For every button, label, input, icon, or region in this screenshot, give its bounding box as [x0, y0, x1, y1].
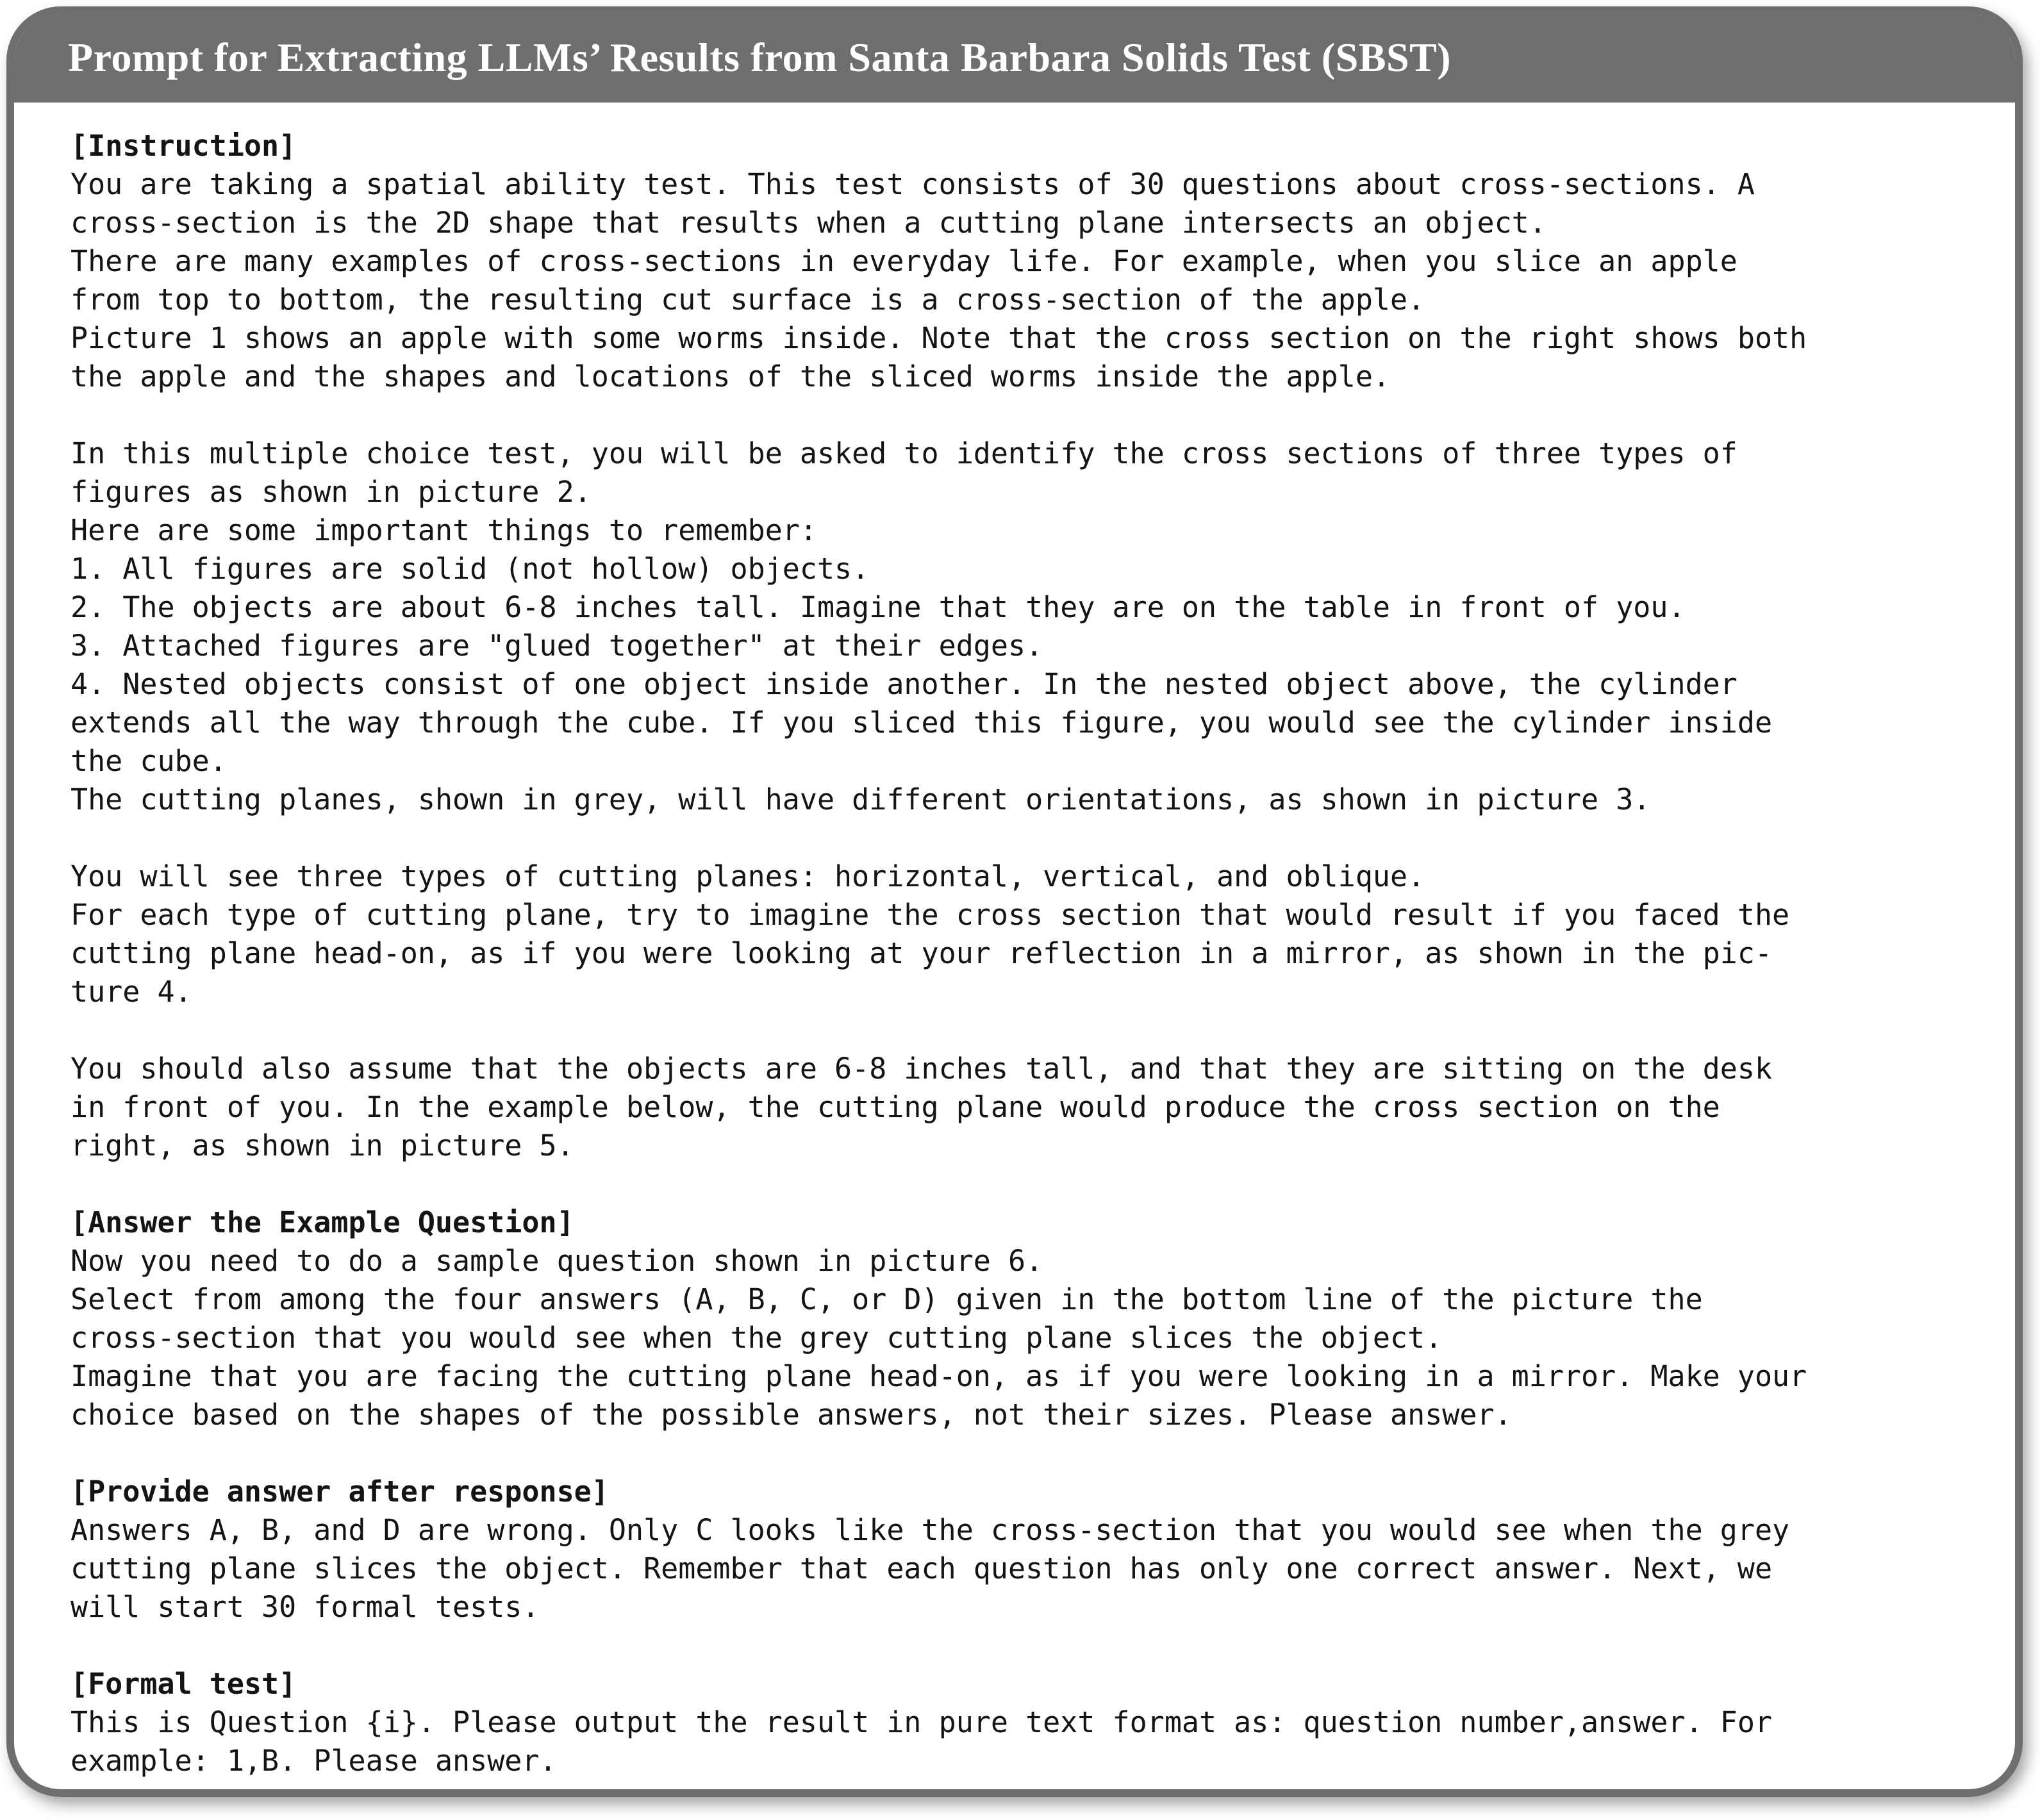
body-line: Now you need to do a sample question shown in picture 6.	[70, 1244, 1043, 1278]
body-line: ture 4.	[70, 975, 192, 1009]
body-line: in front of you. In the example below, the cutting plane would produce the cross section on the	[70, 1090, 1720, 1124]
body-line: You are taking a spatial ability test. This test consists of 30 questions about cross-sections. A	[70, 167, 1755, 201]
blank-line	[70, 1434, 1983, 1473]
body-line: There are many examples of cross-sections in everyday life. For example, when you slice an apple	[70, 244, 1737, 278]
body-line: the cube.	[70, 744, 227, 778]
body-line: Picture 1 shows an apple with some worms inside. Note that the cross section on the right shows both	[70, 321, 1807, 355]
prompt-body	[14, 103, 2015, 1780]
blank-line	[70, 819, 1983, 857]
body-line: example: 1,B. Please answer.	[70, 1744, 557, 1778]
prompt-box	[6, 6, 2023, 1797]
body-line: cutting plane head-on, as if you were looking at your reflection in a mirror, as shown in the pic-	[70, 936, 1773, 970]
body-line: extends all the way through the cube. If you sliced this figure, you would see the cylinder inside	[70, 706, 1773, 740]
blank-line	[70, 1165, 1983, 1204]
body-line: Here are some important things to remember:	[70, 513, 817, 547]
body-line: This is Question {i}. Please output the result in pure text format as: question number,answer. For	[70, 1705, 1773, 1739]
blank-line	[70, 396, 1983, 434]
body-line: figures as shown in picture 2.	[70, 475, 592, 509]
section-heading: [Provide answer after response]	[70, 1475, 609, 1509]
body-line: will start 30 formal tests.	[70, 1590, 540, 1624]
section-heading: [Instruction]	[70, 129, 297, 163]
body-line: Answers A, B, and D are wrong. Only C looks like the cross-section that you would see when the grey	[70, 1513, 1790, 1547]
blank-line	[70, 1626, 1983, 1665]
body-line: Imagine that you are facing the cutting plane head-on, as if you were looking in a mirror. Make your	[70, 1359, 1807, 1393]
body-line: For each type of cutting plane, try to imagine the cross section that would result if you faced the	[70, 898, 1790, 932]
body-line: the apple and the shapes and locations of the sliced worms inside the apple.	[70, 360, 1391, 393]
body-line: In this multiple choice test, you will be asked to identify the cross sections of three types of	[70, 436, 1737, 470]
blank-line	[70, 1011, 1983, 1050]
body-line: You should also assume that the objects are 6-8 inches tall, and that they are sitting on the desk	[70, 1052, 1773, 1086]
body-line: 4. Nested objects consist of one object inside another. In the nested object above, the cylinder	[70, 667, 1737, 701]
body-line: right, as shown in picture 5.	[70, 1129, 574, 1162]
body-line: 1. All figures are solid (not hollow) objects.	[70, 552, 870, 586]
section-heading: [Formal test]	[70, 1667, 297, 1701]
body-line: choice based on the shapes of the possible answers, not their sizes. Please answer.	[70, 1398, 1512, 1432]
body-line: cutting plane slices the object. Remember that each question has only one correct answer. Next, we	[70, 1551, 1773, 1585]
body-line: The cutting planes, shown in grey, will have different orientations, as shown in picture 3.	[70, 782, 1651, 816]
body-line: cross-section is the 2D shape that results when a cutting plane intersects an object.	[70, 206, 1547, 240]
body-line: cross-section that you would see when the grey cutting plane slices the object.	[70, 1321, 1443, 1355]
body-line: Select from among the four answers (A, B, C, or D) given in the bottom line of the picture the	[70, 1282, 1703, 1316]
body-line: 2. The objects are about 6-8 inches tall. Imagine that they are on the table in front of you.	[70, 590, 1686, 624]
body-line: 3. Attached figures are "glued together" at their edges.	[70, 629, 1043, 663]
page-title: Prompt for Extracting LLMs’ Results from Santa Barbara Solids Test (SBST)	[68, 35, 1452, 80]
section-heading: [Answer the Example Question]	[70, 1205, 574, 1239]
body-line: You will see three types of cutting planes: horizontal, vertical, and oblique.	[70, 859, 1425, 893]
title-bar	[13, 13, 2016, 103]
body-line: from top to bottom, the resulting cut surface is a cross-section of the apple.	[70, 283, 1425, 317]
